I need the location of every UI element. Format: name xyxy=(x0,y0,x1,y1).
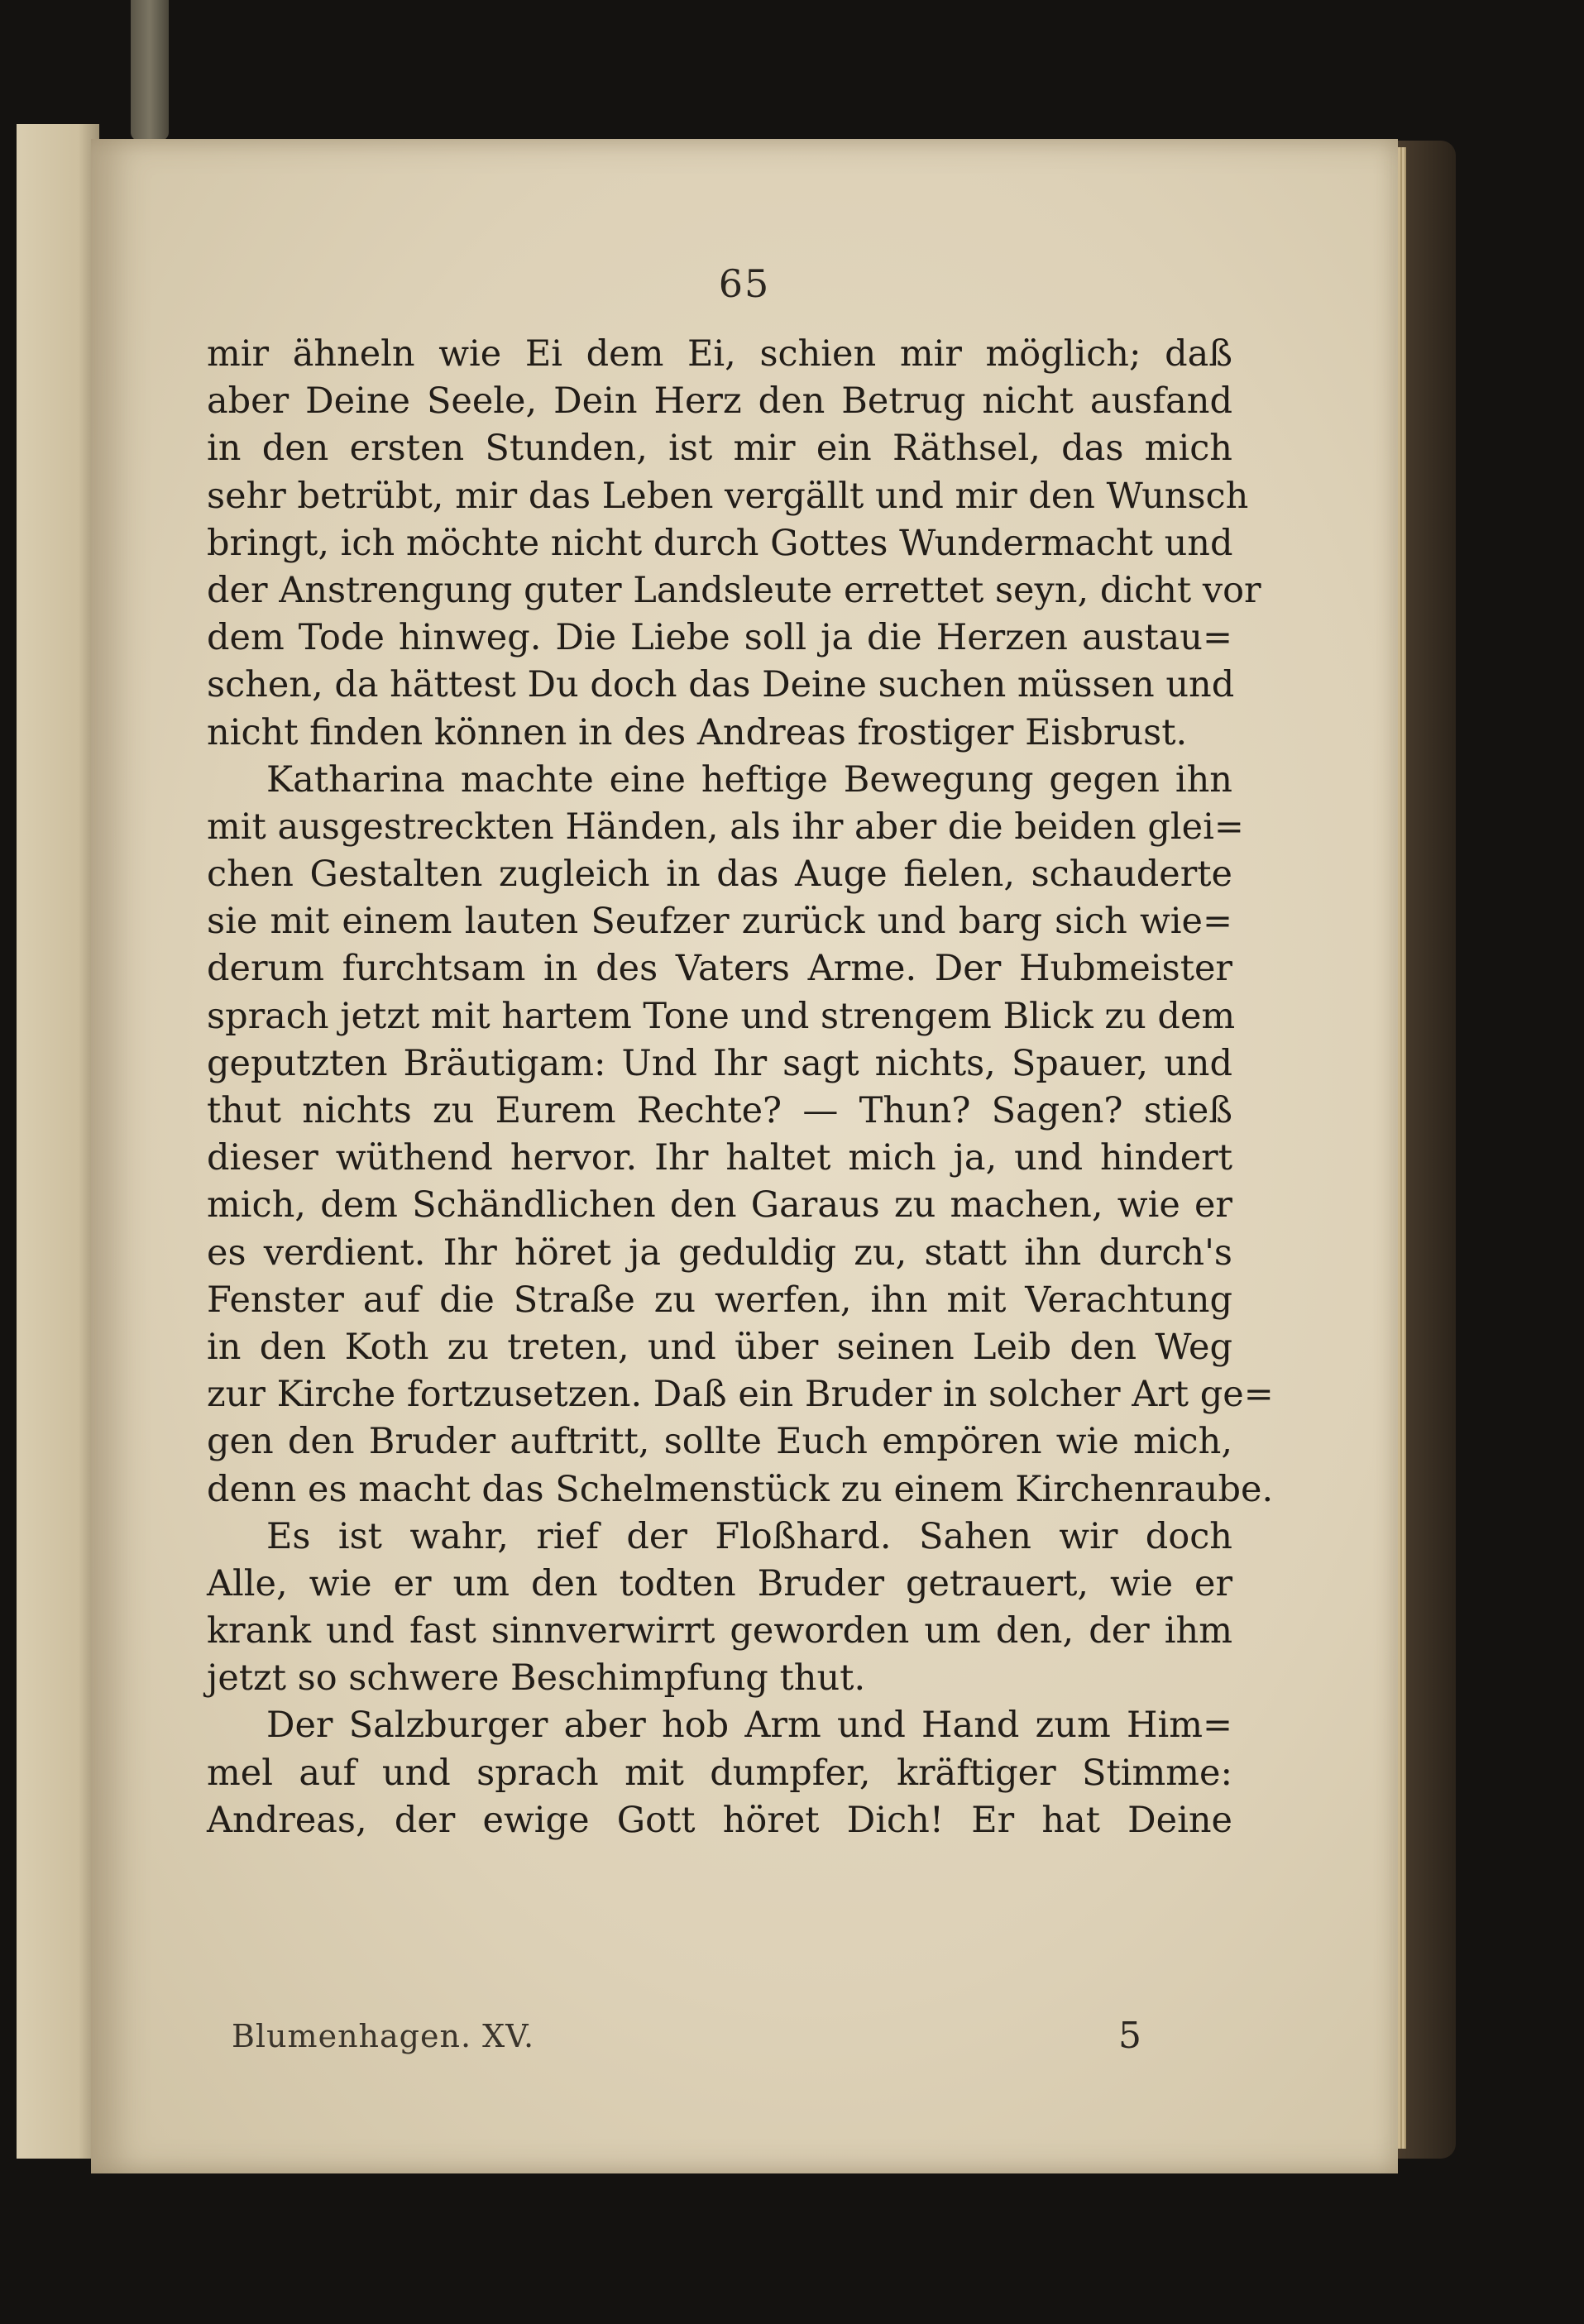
text-line: es verdient. Ihr höret ja geduldig zu, statt ihn durch's xyxy=(207,1231,1232,1274)
text-line: in den Koth zu treten, und über seinen Leib den Weg xyxy=(207,1326,1232,1368)
text-line: chen Gestalten zugleich in das Auge fielen, schauderte xyxy=(207,854,1232,896)
page-number: 65 xyxy=(718,261,771,306)
text-line: in den ersten Stunden, ist mir ein Räthsel, das mich xyxy=(207,428,1232,470)
text-line: zur Kirche fortzusetzen. Daß ein Bruder in solcher Art ge= xyxy=(207,1374,1274,1416)
text-line: der Anstrengung guter Landsleute errettet seyn, dicht vor xyxy=(207,569,1261,611)
book-page xyxy=(91,139,1398,2173)
text-line: mich, dem Schändlichen den Garaus zu machen, wie er xyxy=(207,1184,1232,1227)
page-footer xyxy=(207,2015,1232,2068)
text-line: Alle, wie er um den todten Bruder getrauert, wie er xyxy=(207,1562,1232,1604)
text-line: geputzten Bräutigam: Und Ihr sagt nichts, Spauer, und xyxy=(207,1042,1232,1084)
text-line: bringt, ich möchte nicht durch Gottes Wundermacht und xyxy=(207,522,1233,564)
printer-signature: Blumenhagen. XV. xyxy=(232,2018,535,2054)
facing-page-edge xyxy=(17,124,99,2159)
text-line: sie mit einem lauten Seufzer zurück und barg sich wie= xyxy=(207,901,1232,943)
bookmark-ribbon xyxy=(131,0,169,141)
text-line: jetzt so schwere Beschimpfung thut. xyxy=(207,1657,866,1700)
text-line: Andreas, der ewige Gott höret Dich! Er hat Deine xyxy=(207,1799,1232,1841)
text-line: Katharina machte eine heftige Bewegung gegen ihn xyxy=(266,758,1232,801)
text-line: nicht finden können in des Andreas frostiger Eisbrust. xyxy=(207,711,1188,753)
text-line: gen den Bruder auftritt, sollte Euch empören wie mich, xyxy=(207,1421,1232,1463)
page-body-text xyxy=(207,331,1274,1844)
text-line: Es ist wahr, rief der Floßhard. Sahen wir doch xyxy=(266,1515,1232,1557)
text-line: Fenster auf die Straße zu werfen, ihn mit Verachtung xyxy=(207,1279,1232,1321)
text-line: aber Deine Seele, Dein Herz den Betrug nicht ausfand xyxy=(207,380,1232,423)
text-line: thut nichts zu Eurem Rechte? — Thun? Sagen? stieß xyxy=(207,1090,1232,1131)
text-line: krank und fast sinnverwirrt geworden um den, der ihm xyxy=(207,1610,1232,1652)
text-line: Der Salzburger aber hob Arm und Hand zum Him= xyxy=(266,1705,1232,1747)
sheet-number: 5 xyxy=(1118,2015,1141,2057)
text-line: derum furchtsam in des Vaters Arme. Der Hubmeister xyxy=(207,948,1232,990)
text-line: denn es macht das Schelmenstück zu einem Kirchenraube. xyxy=(207,1468,1274,1510)
text-line: schen, da hättest Du doch das Deine suchen müssen und xyxy=(207,664,1235,706)
text-line: sehr betrübt, mir das Leben vergällt und mir den Wunsch xyxy=(207,475,1249,517)
text-line: dieser wüthend hervor. Ihr haltet mich ja, und hindert xyxy=(207,1137,1232,1179)
text-line: mel auf und sprach mit dumpfer, kräftiger Stimme: xyxy=(207,1752,1232,1794)
text-line: dem Tode hinweg. Die Liebe soll ja die Herzen austau= xyxy=(207,617,1232,659)
text-line: mir ähneln wie Ei dem Ei, schien mir möglich; daß xyxy=(207,333,1232,375)
text-line: sprach jetzt mit hartem Tone und strengem Blick zu dem xyxy=(207,995,1236,1037)
text-line: mit ausgestreckten Händen, als ihr aber die beiden glei= xyxy=(207,806,1244,848)
